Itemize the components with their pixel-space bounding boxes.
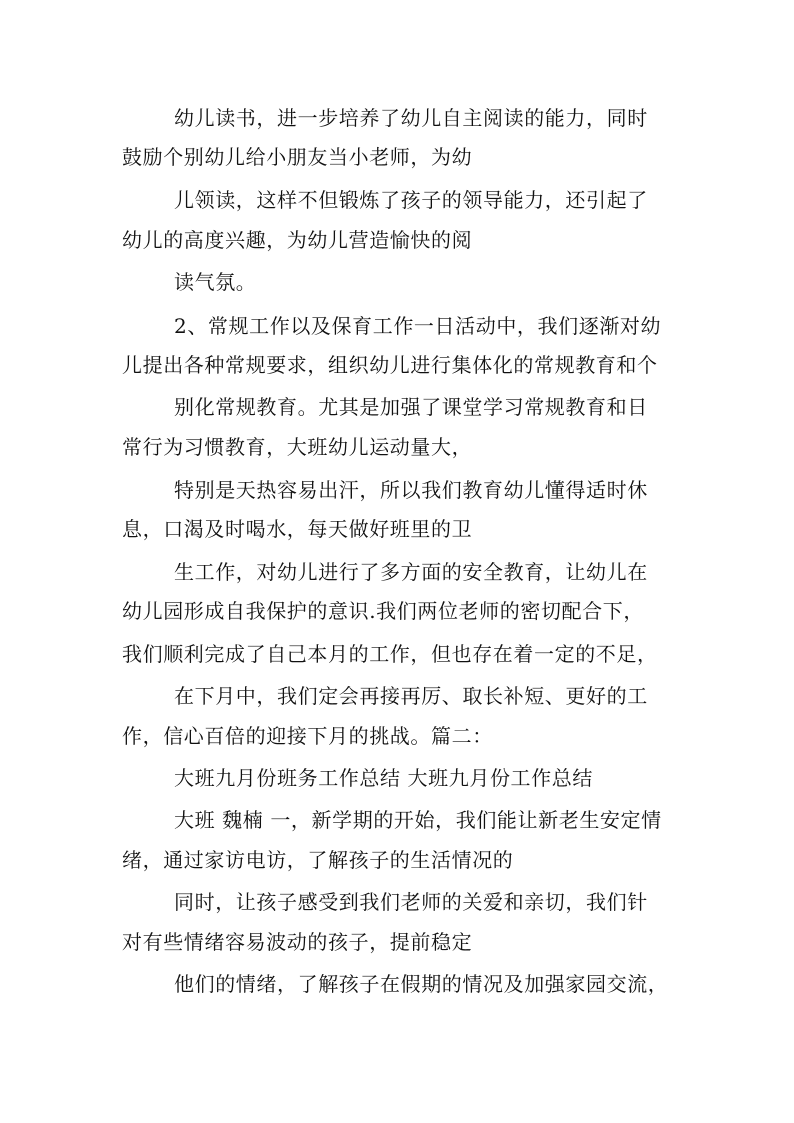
text-line-3: 儿领读，这样不但锻炼了孩子的领导能力，还引起了 [174,188,648,212]
text-line-18: 大班 魏楠 一，新学期的开始，我们能让新老生安定情 [174,808,662,832]
text-line-17: 大班九月份班务工作总结 大班九月份工作总结 [174,766,593,790]
text-line-5: 读气氛。 [174,270,257,294]
text-line-19: 绪，通过家访电访，了解孩子的生活情况的 [122,848,514,872]
text-line-7: 儿提出各种常规要求，组织幼儿进行集体化的常规教育和个 [122,353,658,377]
text-line-21: 对有些情绪容易波动的孩子，提前稳定 [122,930,473,954]
text-line-13: 幼儿园形成自我保护的意识.我们两位老师的密切配合下， [122,599,644,623]
text-line-6: 2、常规工作以及保育工作一日活动中，我们逐渐对幼 [174,314,662,338]
text-line-9: 常行为习惯教育，大班幼儿运动量大， [122,435,473,459]
text-line-15: 在下月中，我们定会再接再厉、取长补短、更好的工 [174,684,648,708]
text-line-11: 息，口渴及时喝水，每天做好班里的卫 [122,517,473,541]
text-line-14: 我们顺利完成了自己本月的工作，但也存在着一定的不足， [122,642,658,666]
text-line-10: 特别是天热容易出汗，所以我们教育幼儿懂得适时休 [174,478,648,502]
text-line-1: 幼儿读书，进一步培养了幼儿自主阅读的能力，同时 [174,106,648,130]
text-line-22: 他们的情绪，了解孩子在假期的情况及加强家园交流， [174,972,669,996]
text-line-8: 别化常规教育。尤其是加强了课堂学习常规教育和日 [174,395,648,419]
text-line-16: 作，信心百倍的迎接下月的挑战。篇二： [122,724,493,748]
text-line-2: 鼓励个别幼儿给小朋友当小老师，为幼 [122,145,473,169]
text-line-12: 生工作，对幼儿进行了多方面的安全教育，让幼儿在 [174,560,648,584]
text-line-4: 幼儿的高度兴趣，为幼儿营造愉快的阅 [122,228,473,252]
text-line-20: 同时，让孩子感受到我们老师的关爱和亲切，我们针 [174,890,648,914]
